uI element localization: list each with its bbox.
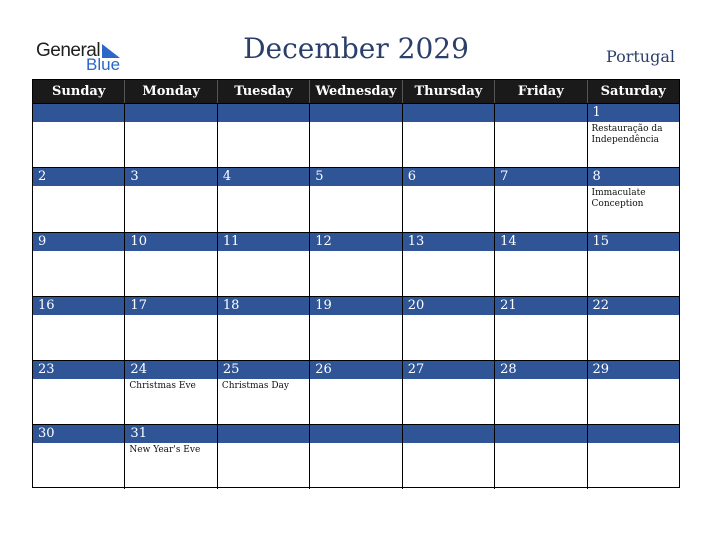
calendar-title: December 2029: [243, 32, 469, 65]
holiday-label: [495, 379, 586, 381]
day-number: 5: [310, 168, 401, 186]
holiday-label: [403, 379, 494, 381]
day-number: 19: [310, 297, 401, 315]
holiday-label: [310, 186, 401, 188]
day-cell[interactable]: [310, 297, 402, 360]
day-cell[interactable]: [33, 168, 125, 231]
holiday-label: Christmas Day: [221, 381, 289, 392]
day-cell[interactable]: [403, 233, 495, 296]
holiday-label: Christmas Eve: [129, 381, 196, 392]
day-number: 17: [125, 297, 216, 315]
calendar-grid: [32, 79, 680, 488]
day-number: 31: [125, 425, 216, 443]
day-number: [125, 104, 216, 122]
country-label: Portugal: [605, 47, 675, 66]
day-number: 11: [218, 233, 309, 251]
day-number: [33, 104, 124, 122]
holiday-label: [310, 251, 401, 253]
day-cell[interactable]: [218, 233, 310, 296]
holiday-label: [495, 443, 586, 445]
day-number: 3: [125, 168, 216, 186]
day-cell[interactable]: [403, 425, 495, 488]
holiday-label: [495, 186, 586, 188]
holiday-label: [310, 315, 401, 317]
weekday-sunday: Sunday: [33, 80, 125, 103]
day-number: 21: [495, 297, 586, 315]
day-cell[interactable]: [403, 168, 495, 231]
day-cell[interactable]: [495, 297, 587, 360]
weekday-monday: Monday: [125, 80, 217, 103]
holiday-label: [310, 443, 401, 445]
weekday-wednesday: Wednesday: [310, 80, 402, 103]
day-cell[interactable]: [588, 361, 679, 424]
holiday-label: [588, 443, 679, 445]
day-cell[interactable]: [218, 104, 310, 167]
holiday-label: [218, 443, 309, 445]
day-number: [218, 104, 309, 122]
holiday-label: [403, 315, 494, 317]
week-row: [33, 232, 679, 296]
day-cell[interactable]: [495, 361, 587, 424]
day-number: [403, 104, 494, 122]
holiday-label: New Year's Eve: [129, 445, 201, 456]
week-row: [33, 103, 679, 167]
holiday-label: [310, 122, 401, 124]
logo-blue-text: Blue: [86, 55, 121, 74]
holiday-label: [495, 122, 586, 124]
holiday-label: Immaculate Conception: [591, 188, 646, 210]
day-cell[interactable]: [218, 168, 310, 231]
holiday-label: [588, 251, 679, 253]
holiday-label: [33, 122, 124, 124]
day-cell[interactable]: [588, 425, 679, 488]
day-cell[interactable]: [218, 297, 310, 360]
holiday-label: [495, 315, 586, 317]
day-cell[interactable]: [33, 425, 125, 488]
day-number: [218, 425, 309, 443]
day-number: 16: [33, 297, 124, 315]
day-number: [310, 425, 401, 443]
holiday-label: [403, 122, 494, 124]
day-number: 14: [495, 233, 586, 251]
week-row: [33, 360, 679, 424]
holiday-label: [495, 251, 586, 253]
holiday-label: [218, 251, 309, 253]
day-cell[interactable]: [218, 425, 310, 488]
day-cell[interactable]: [33, 233, 125, 296]
weekday-friday: Friday: [495, 80, 587, 103]
day-number: [403, 425, 494, 443]
day-cell[interactable]: [310, 168, 402, 231]
holiday-label: Restauração da Independência: [591, 124, 663, 145]
holiday-label: [33, 186, 124, 188]
day-cell[interactable]: [125, 168, 217, 231]
holiday-label: [125, 315, 216, 317]
day-cell[interactable]: [33, 361, 125, 424]
day-cell[interactable]: [33, 297, 125, 360]
holiday-label: [125, 251, 216, 253]
holiday-label: [33, 443, 124, 445]
weekday-tuesday: Tuesday: [218, 80, 310, 103]
holiday-label: [588, 379, 679, 381]
day-number: 7: [495, 168, 586, 186]
day-number: 18: [218, 297, 309, 315]
day-number: 10: [125, 233, 216, 251]
day-number: 1: [588, 104, 679, 122]
day-cell[interactable]: [403, 297, 495, 360]
day-number: 23: [33, 361, 124, 379]
holiday-label: [403, 443, 494, 445]
holiday-label: [310, 379, 401, 381]
day-cell[interactable]: [310, 104, 402, 167]
day-cell[interactable]: [403, 104, 495, 167]
day-number: 26: [310, 361, 401, 379]
day-number: [495, 425, 586, 443]
week-row: [33, 296, 679, 360]
weeks-container: [33, 103, 679, 489]
day-number: [588, 425, 679, 443]
holiday-label: [33, 379, 124, 381]
holiday-label: [33, 251, 124, 253]
day-cell[interactable]: [310, 233, 402, 296]
day-number: 8: [588, 168, 679, 186]
day-number: 12: [310, 233, 401, 251]
week-row: [33, 424, 679, 488]
week-row: [33, 167, 679, 231]
day-number: 15: [588, 233, 679, 251]
day-number: 9: [33, 233, 124, 251]
day-cell[interactable]: [125, 233, 217, 296]
weekday-header: [33, 80, 679, 103]
logo-general-text: General: [36, 40, 101, 61]
day-cell[interactable]: [495, 104, 587, 167]
day-number: 2: [33, 168, 124, 186]
day-cell[interactable]: [495, 168, 587, 231]
day-cell[interactable]: [588, 233, 679, 296]
day-cell[interactable]: [495, 233, 587, 296]
day-number: 22: [588, 297, 679, 315]
weekday-thursday: Thursday: [403, 80, 495, 103]
day-number: 28: [495, 361, 586, 379]
holiday-label: [588, 315, 679, 317]
day-cell[interactable]: [495, 425, 587, 488]
day-cell[interactable]: [403, 361, 495, 424]
day-cell[interactable]: [33, 104, 125, 167]
day-number: 24: [125, 361, 216, 379]
holiday-label: [33, 315, 124, 317]
holiday-label: [218, 186, 309, 188]
day-cell[interactable]: [588, 168, 679, 231]
day-number: 13: [403, 233, 494, 251]
holiday-label: [125, 186, 216, 188]
holiday-label: [218, 122, 309, 124]
day-cell[interactable]: [125, 361, 217, 424]
day-number: 27: [403, 361, 494, 379]
holiday-label: [125, 122, 216, 124]
day-number: [495, 104, 586, 122]
day-cell[interactable]: [588, 297, 679, 360]
day-number: 25: [218, 361, 309, 379]
weekday-saturday: Saturday: [600, 84, 666, 99]
day-cell[interactable]: [588, 104, 679, 167]
day-number: [310, 104, 401, 122]
holiday-label: [218, 315, 309, 317]
day-number: 6: [403, 168, 494, 186]
holiday-label: [403, 251, 494, 253]
day-number: 20: [403, 297, 494, 315]
day-cell[interactable]: [310, 361, 402, 424]
day-cell[interactable]: [218, 361, 310, 424]
day-cell[interactable]: [125, 104, 217, 167]
day-cell[interactable]: [125, 425, 217, 488]
day-number: 4: [218, 168, 309, 186]
holiday-label: [403, 186, 494, 188]
day-number: 29: [588, 361, 679, 379]
day-number: 30: [33, 425, 124, 443]
day-cell[interactable]: [125, 297, 217, 360]
day-cell[interactable]: [310, 425, 402, 488]
